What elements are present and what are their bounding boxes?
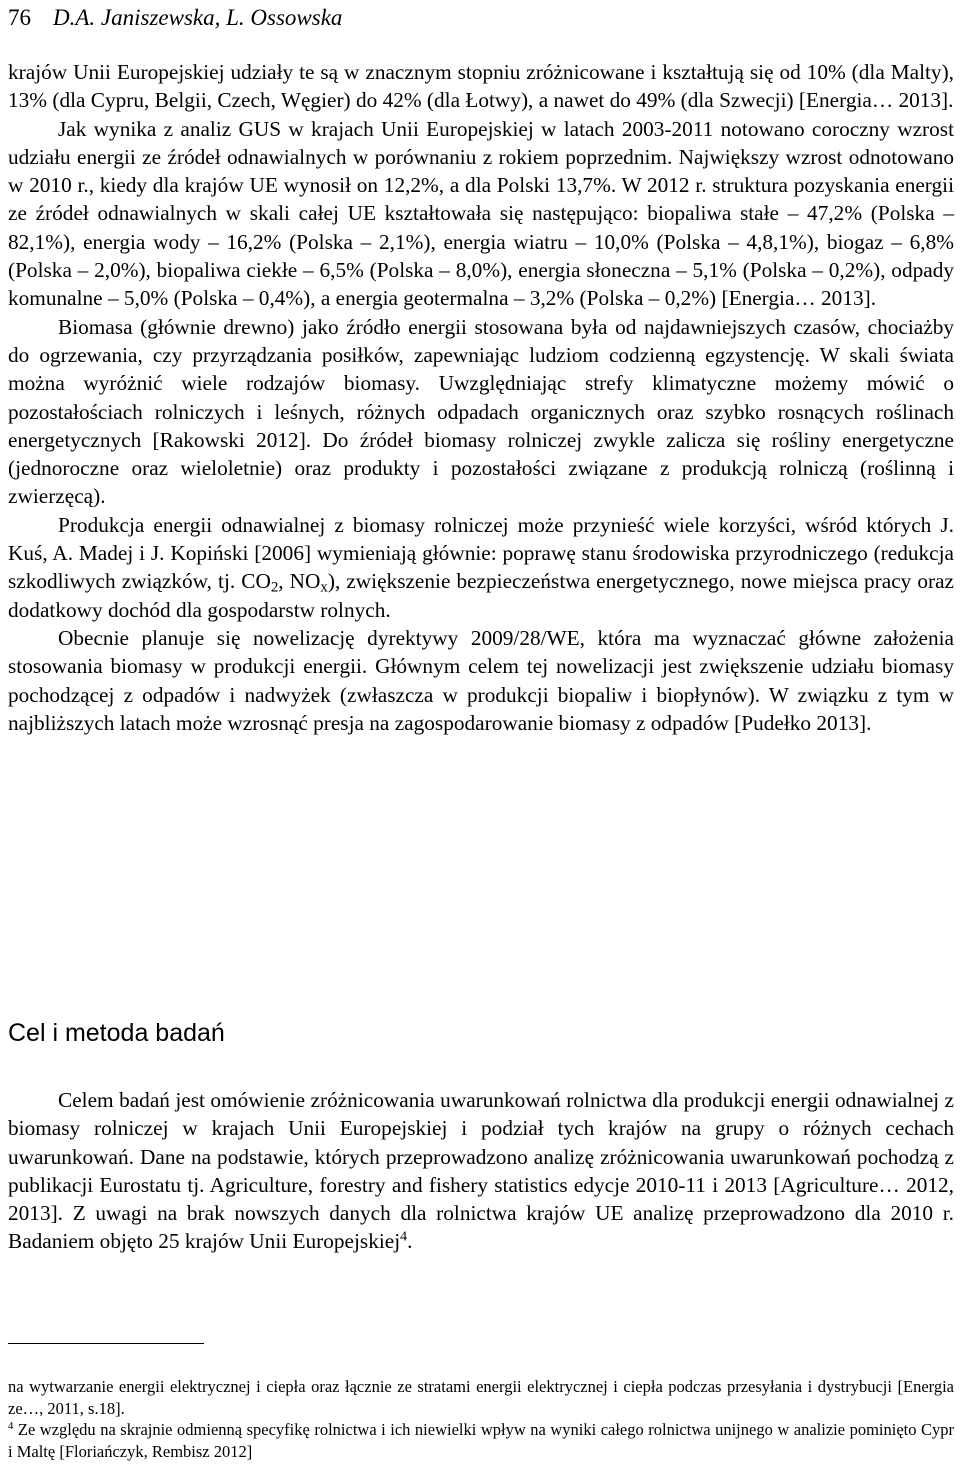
main-text (8, 58, 954, 737)
footnote-reference: 4 (400, 1228, 408, 1244)
paragraph-continuation: krajów Unii Europejskiej udziały te są w znacznym stopniu zróżnicowane i kształtują się od 10% (dla Malty), 13% (dla Cypru, Belgii, Czech, Węgier) do 42% (dla Łotwy), a nawet do 49% (dla Szwecji) [Energia… 2013]. (8, 60, 954, 113)
section-text (8, 1086, 954, 1256)
paragraph-aim: Celem badań jest omówienie zróżnicowania uwarunkowań rolnictwa dla produkcji energii odnawialnej z biomasy rolniczej w krajach Unii Europejskiej i podział tych krajów na grupy o różnych cechach uwarunkowań. Dane na podstawie, których przeprowadzono analizę zróżnicowania uwarunkowań pochodzą z publikacji Eurostatu tj. Agriculture, forestry and fishery statistics edycje 2010-11 i 2013 [Agriculture… 2012, 2013]. Z uwagi na brak nowszych danych dla rolnictwa krajów UE analizę przeprowadzono dla 2010 r. Badaniem objęto 25 krajów Unii Europejskiej$^4$. (8, 1088, 954, 1254)
paragraph-biomass: Biomasa (głównie drewno) jako źródło energii stosowana była od najdawniejszych czasów, chociażby do ogrzewania, czy przyrządzania posiłków, zapewniając ludziom codzienną egzystencję. W skali świata można wyróżnić wiele rodzajów biomasy. Uwzględniając strefy klimatyczne możemy mówić o pozostałościach rolniczych i leśnych, różnych odpadach organicznych oraz szybko rosnących roślinach energetycznych [Rakowski 2012]. Do źródeł biomasy rolniczej zwykle zalicza się rośliny energetyczne (jednoroczne oraz wieloletnie) oraz produkty i pozostałości związane z produkcją rolniczą (roślinną i zwierzęcą). (8, 314, 954, 509)
footnote-4: $^4$ Ze względu na skrajnie odmienną specyfikę rolnictwa i ich niewielki wpływ na wyniki całego rolnictwa unijnego w analizie pominięto Cypr i Maltę [Floriańczyk, Rembisz 2012] (8, 1420, 954, 1461)
footnote-continuation: na wytwarzanie energii elektrycznej i ciepła oraz łącznie ze stratami energii elektrycznej i ciepła podczas przesyłania i dystrybucji [Energia ze…, 2011, s.18]. (8, 1377, 954, 1418)
paragraph-directive: Obecnie planuje się nowelizację dyrektywy 2009/28/WE, która ma wyznaczać główne założenia stosowania biomasy w produkcji energii. Głównym celem tej nowelizacji jest zwiększenie udziału biomasy pochodzącej z odpadów i nadwyżek (zwłaszcza w produkcji biopaliw i biopłynów). W związku z tym w najbliższych latach może wzrosnąć presja na zagospodarowanie biomasy z odpadów [Pudełko 2013]. (8, 625, 954, 735)
paragraph-renewable-growth: Jak wynika z analiz GUS w krajach Unii Europejskiej w latach 2003-2011 notowano coroczny wzrost udziału energii ze źródeł odnawialnych w porównaniu z rokiem poprzednim. Największy wzrost odnotowano w 2010 r., kiedy dla krajów UE wynosił on 12,2%, a dla Polski 13,7%. W 2012 r. struktura pozyskania energii ze źródeł odnawialnych w skali całej UE kształtowała się następująco: biopaliwa stałe – 47,2% (Polska – 82,1%), energia wody – 16,2% (Polska – 2,1%), energia wiatru – 10,0% (Polska – 4,8,1%), biogaz – 6,8% (Polska – 2,0%), biopaliwa ciekłe – 6,5% (Polska – 8,0%), energia słoneczna – 5,1% (Polska – 0,2%), odpady komunalne – 5,0% (Polska – 0,4%), a energia geotermalna – 3,2% (Polska – 0,2%) [Energia… 2013]. (8, 116, 954, 311)
footnotes (8, 1376, 954, 1462)
running-head-authors: D.A. Janiszewska, L. Ossowska (53, 5, 343, 30)
subscript-co2: 2 (270, 580, 279, 597)
footnote-number: 4 (8, 1420, 14, 1433)
section-heading: Cel i metoda badań (8, 1019, 225, 1047)
footnote-divider (8, 1343, 204, 1344)
page-number: 76 (8, 5, 31, 30)
subscript-nox: x (320, 580, 328, 597)
running-head (8, 3, 342, 33)
paragraph-benefits: Produkcja energii odnawialnej z biomasy rolniczej może przynieść wiele korzyści, wśród których J. Kuś, A. Madej i J. Kopiński [2006] wymieniają głównie: poprawę stanu środowiska przyrodniczego (redukcja szkodliwych związków, tj. $CO_2$, $NO_x$), zwiększenie bezpieczeństwa energetycznego, nowe miejsca pracy oraz dodatkowy dochód dla gospodarstw rolnych. (8, 512, 954, 622)
